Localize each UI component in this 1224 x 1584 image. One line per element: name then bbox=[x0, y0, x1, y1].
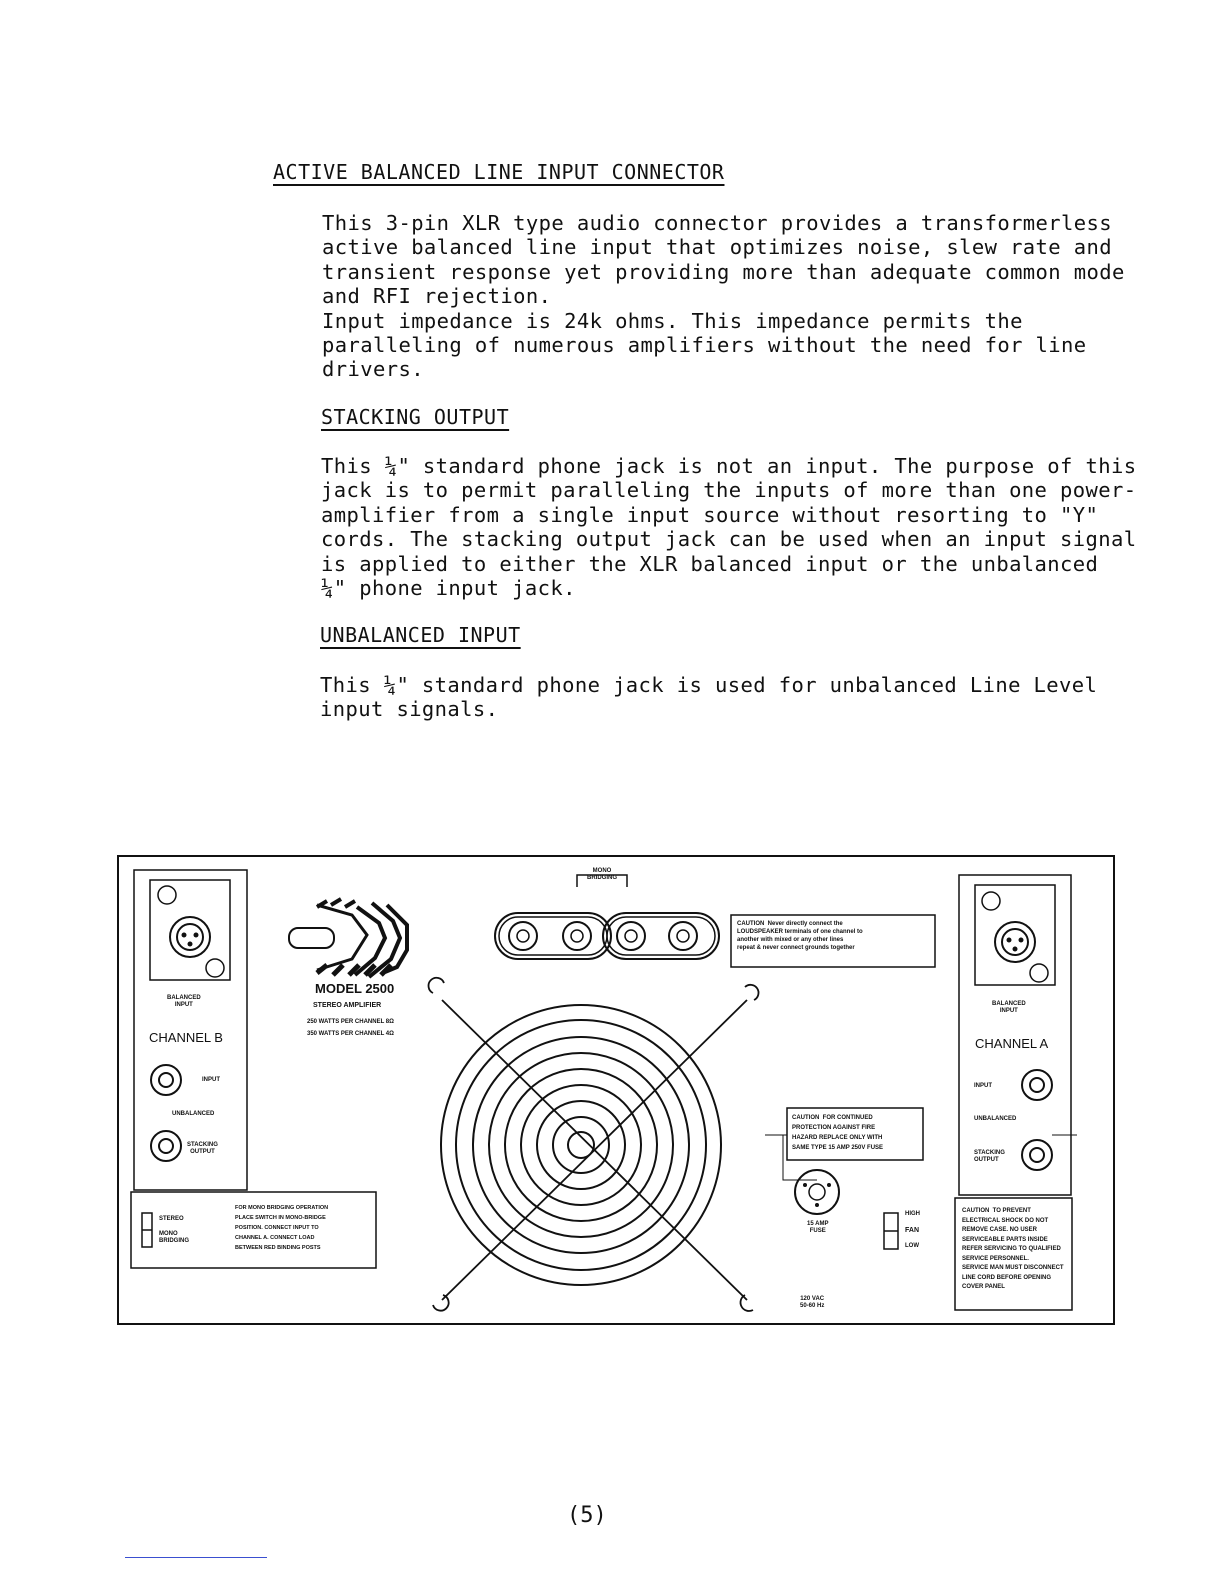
channel-a-label: CHANNEL A bbox=[975, 1036, 1049, 1051]
fan-grille bbox=[429, 978, 759, 1311]
channel-a-stacking-jack bbox=[1022, 1140, 1052, 1170]
fan-low-label: LOW bbox=[905, 1243, 919, 1249]
caution-shock-text: CAUTION TO PREVENT ELECTRICAL SHOCK DO NOT REMOVE CASE. NO USER SERVICEABLE PARTS INSIDE REFER SERVICING TO QUALIFIED SERVICE PERSONNEL. SERVICE MAN MUST DISCONNECT LINE CORD BEFORE OPENING COVER PANEL bbox=[962, 1208, 1064, 1290]
channel-a-xlr-plate bbox=[975, 885, 1055, 985]
channel-a-balanced-input-label: BALANCED INPUT bbox=[992, 1001, 1026, 1014]
mode-instructions: FOR MONO BRIDGING OPERATION PLACE SWITCH IN MONO-BRIDGE POSITION. CONNECT INPUT TO CHANNEL A. CONNECT LOAD BETWEEN RED BINDING POSTS bbox=[235, 1205, 329, 1251]
section-heading-unbalanced-input: UNBALANCED INPUT bbox=[320, 623, 521, 647]
page-number: (5) bbox=[567, 1503, 607, 1528]
amplifier-rear-panel-diagram bbox=[117, 855, 1115, 1325]
power-rating-label: 120 VAC 50-60 Hz bbox=[800, 1296, 825, 1309]
power-line-2: 350 WATTS PER CHANNEL 4Ω bbox=[307, 1031, 394, 1037]
model-subtitle: STEREO AMPLIFIER bbox=[313, 1002, 382, 1009]
channel-b-unbalanced-label: UNBALANCED bbox=[172, 1111, 215, 1117]
mode-stereo-label: STEREO bbox=[159, 1216, 184, 1222]
fan-high-label: HIGH bbox=[905, 1211, 920, 1217]
model-label: MODEL 2500 bbox=[315, 981, 395, 996]
section-body-stacking-output: This ¼" standard phone jack is not an input. The purpose of this jack is to permit paralleling the inputs of more than one power- amplifier from a single input source without resorting to "Y" cords. The stacking output jack can be used when an input signal is applied to either the XLR balanced input or the unbalanced ¼" phone input jack. bbox=[321, 454, 1137, 601]
caution-fuse-text: CAUTION FOR CONTINUED PROTECTION AGAINST FIRE HAZARD REPLACE ONLY WITH SAME TYPE 15 AMP 250V FUSE bbox=[792, 1115, 884, 1151]
fuse-label: 15 AMP FUSE bbox=[807, 1221, 829, 1234]
caution-speaker-text: CAUTION Never directly connect the LOUDSPEAKER terminals of one channel to another with mixed or any other lines repeat & never connect grounds together bbox=[737, 921, 863, 951]
mono-bridging-label: MONO BRIDGING bbox=[587, 868, 617, 881]
channel-b-stacking-output-label: STACKING OUTPUT bbox=[187, 1142, 218, 1155]
channel-a-input-label: INPUT bbox=[974, 1083, 992, 1089]
fan-label: FAN bbox=[905, 1227, 919, 1234]
channel-b-input-label: INPUT bbox=[202, 1077, 220, 1083]
footer-rule bbox=[125, 1557, 267, 1558]
section-body-balanced-input: This 3-pin XLR type audio connector provides a transformerless active balanced line input that optimizes noise, slew rate and transient response yet providing more than adequate common mode and RFI rejection. Input impedance is 24k ohms. This impedance permits the paralleling of numerous amplifiers without the need for line drivers. bbox=[322, 211, 1125, 382]
power-line-1: 250 WATTS PER CHANNEL 8Ω bbox=[307, 1019, 394, 1025]
channel-b-stacking-jack bbox=[151, 1131, 181, 1161]
blamp-logo bbox=[289, 899, 407, 977]
channel-b-xlr-plate bbox=[150, 880, 230, 980]
mode-mono-bridging-label: MONO BRIDGING bbox=[159, 1231, 189, 1244]
channel-b-label: CHANNEL B bbox=[149, 1030, 223, 1045]
channel-a-unbalanced-label: UNBALANCED bbox=[974, 1116, 1017, 1122]
channel-b-balanced-input-label: BALANCED INPUT bbox=[167, 995, 201, 1008]
fuse-holder bbox=[795, 1170, 839, 1214]
channel-a-input-jack bbox=[1022, 1070, 1052, 1100]
section-heading-balanced-input: ACTIVE BALANCED LINE INPUT CONNECTOR bbox=[273, 160, 725, 184]
section-body-unbalanced-input: This ¼" standard phone jack is used for unbalanced Line Level input signals. bbox=[320, 673, 1098, 722]
channel-b-input-jack bbox=[151, 1065, 181, 1095]
channel-a-stacking-output-label: STACKING OUTPUT bbox=[974, 1150, 1005, 1163]
section-heading-stacking-output: STACKING OUTPUT bbox=[321, 405, 510, 429]
speaker-binding-posts bbox=[495, 913, 719, 959]
